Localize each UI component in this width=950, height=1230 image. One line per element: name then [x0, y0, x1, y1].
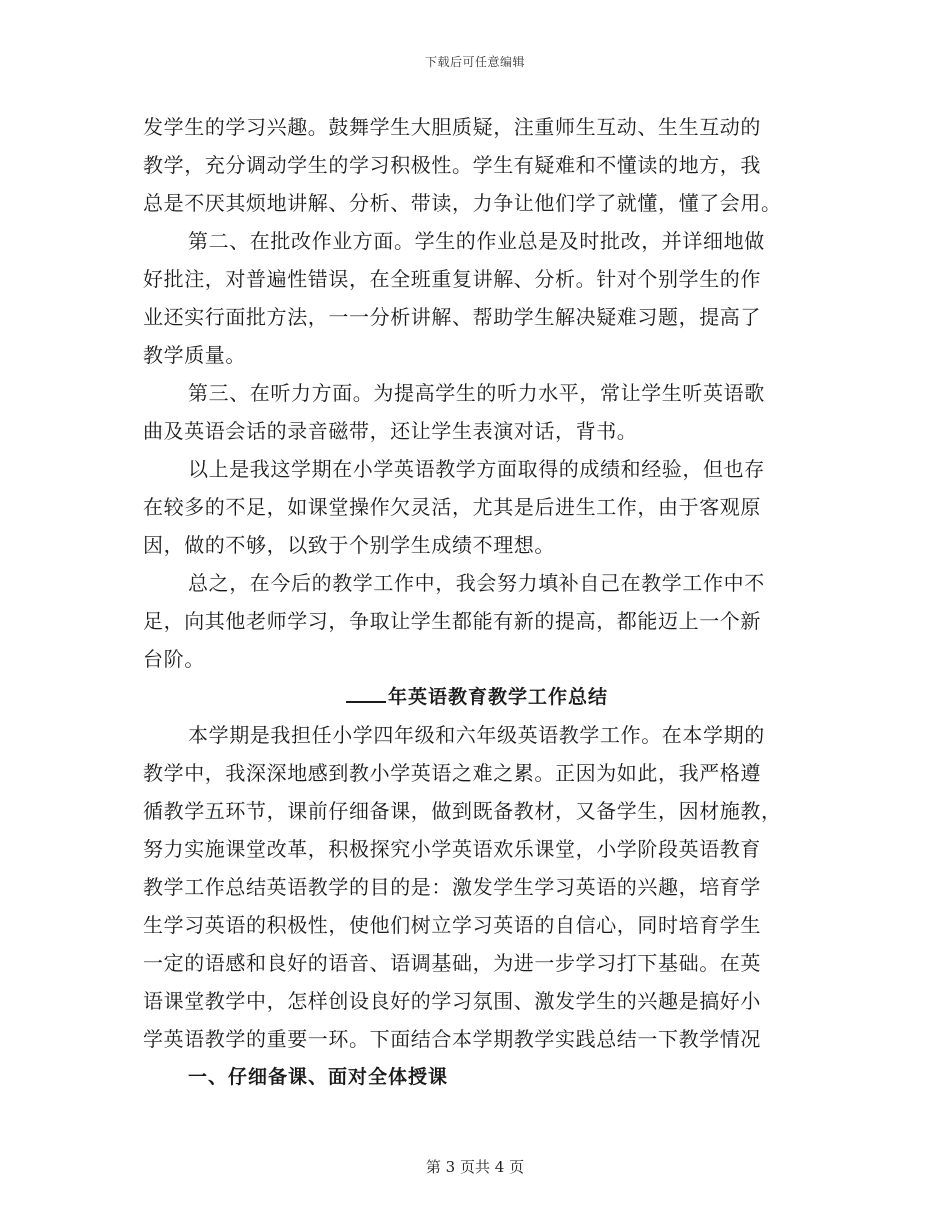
page-number-footer: 第 3 页共 4 页: [425, 1158, 525, 1176]
paragraph-line: 第三、在听力方面。为提高学生的听力水平，常让学生听英语歌: [188, 381, 765, 405]
paragraph-line: 一定的语感和良好的语音、语调基础，为进一步学习打下基础。在英: [143, 951, 761, 975]
title-blank-underline: [346, 681, 386, 703]
paragraph-line: 努力实施课堂改革，积极探究小学英语欢乐课堂，小学阶段英语教育: [143, 837, 761, 861]
paragraph-line: 在较多的不足，如课堂操作欠灵活，尤其是后进生工作，由于客观原: [143, 495, 761, 519]
paragraph-line: 以上是我这学期在小学英语教学方面取得的成绩和经验，但也存: [188, 457, 765, 481]
paragraph-line: 因，做的不够，以致于个别学生成绩不理想。: [143, 533, 555, 557]
paragraph-line: 本学期是我担任小学四年级和六年级英语教学工作。在本学期的: [188, 723, 765, 747]
document-body: [143, 108, 811, 1096]
paragraph-line: 语课堂教学中，怎样创设良好的学习氛围、激发学生的兴趣是搞好小: [143, 989, 761, 1013]
paragraph-line: 第二、在批改作业方面。学生的作业总是及时批改，并详细地做: [188, 229, 765, 253]
paragraph-line: 业还实行面批方法，一一分析讲解、帮助学生解决疑难习题，提高了: [143, 305, 761, 329]
paragraph-line: 总是不厌其烦地讲解、分析、带读，力争让他们学了就懂，懂了会用。: [143, 191, 782, 215]
paragraph-line: 教学质量。: [143, 343, 246, 367]
paragraph-line: 足，向其他老师学习，争取让学生都能有新的提高，都能迈上一个新: [143, 609, 761, 633]
paragraph-line: 教学中，我深深地感到教小学英语之难之累。正因为如此，我严格遵: [143, 761, 761, 785]
paragraph-line: 循教学五环节，课前仔细备课，做到既备教材，又备学生，因材施教，: [143, 799, 782, 823]
paragraph-line: 生学习英语的积极性，使他们树立学习英语的自信心，同时培育学生: [143, 913, 761, 937]
paragraph-line: 好批注，对普遍性错误，在全班重复讲解、分析。针对个别学生的作: [143, 267, 761, 291]
paragraph-line: 总之，在今后的教学工作中，我会努力填补自己在教学工作中不: [188, 571, 765, 595]
paragraph-line: 发学生的学习兴趣。鼓舞学生大胆质疑，注重师生互动、生生互动的: [143, 115, 761, 139]
paragraph-line: 台阶。: [143, 647, 205, 671]
paragraph-line: 教学工作总结英语教学的目的是：激发学生学习英语的兴趣，培育学: [143, 875, 761, 899]
subheading: 一、仔细备课、面对全体授课: [188, 1066, 449, 1088]
section-title: [143, 678, 811, 716]
paragraph-line: 学英语教学的重要一环。下面结合本学期教学实践总结一下教学情况: [143, 1027, 761, 1051]
section-title-text: 年英语教育教学工作总结: [387, 686, 608, 708]
paragraph-line: 曲及英语会话的录音磁带，还让学生表演对话，背书。: [143, 419, 638, 443]
paragraph-line: 教学，充分调动学生的学习积极性。学生有疑难和不懂读的地方，我: [143, 153, 761, 177]
header-note: 下载后可任意编辑: [424, 55, 525, 69]
